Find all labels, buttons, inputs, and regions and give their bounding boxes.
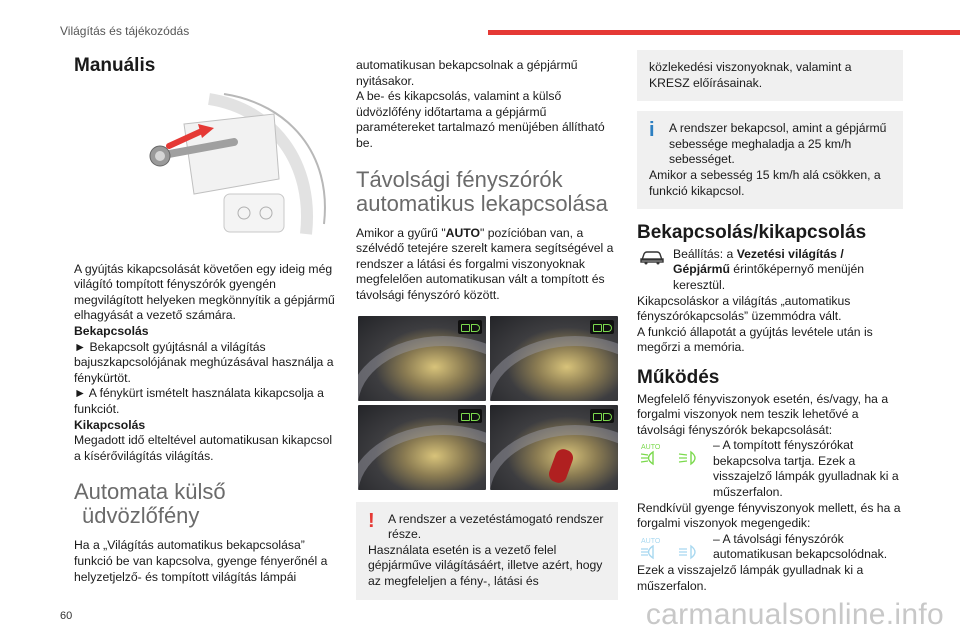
operation-heading: Működés: [637, 366, 720, 388]
low-beam-row: [637, 438, 903, 500]
section-heading-manual: Manuális: [74, 55, 156, 76]
welcome-duration-text: A be- és kikapcsolás, valamint a külső üdvözlőfény időtartama a gépjármű paramétereket tartalmazó menüjében állítható be.: [356, 89, 605, 150]
headlight-indicator-icon: [590, 320, 614, 334]
welcome-heading-line-2: üdvözlőfény: [82, 503, 200, 529]
car-icon: [639, 249, 665, 265]
auto-high-beam-heading-line-1: Távolsági fényszórók: [356, 166, 563, 192]
auto-high-beam-heading: [356, 168, 618, 216]
photo-low-beam-road: [358, 405, 486, 490]
info-icon: i: [649, 119, 655, 142]
on-label: Bekapcsolás: [74, 323, 149, 338]
high-beam-text-2: Ezek a visszajelző lámpák gyulladnak ki a műszerfalon.: [637, 563, 864, 593]
welcome-cont-text: automatikusan bekapcsolnak a gépjármű nyitásakor.: [356, 58, 578, 88]
stalk-illustration: [74, 84, 336, 246]
info-text-2: Amikor a sebesség 15 km/h alá csökken, a funkció kikapcsol.: [649, 167, 881, 198]
welcome-heading-line-1: Automata külső: [74, 479, 226, 505]
headlight-indicator-icon: [458, 409, 482, 423]
on-text: ► Bekapcsolt gyújtásnál a világítás bajuszkapcsolójának meghúzásával használja a fénykürtöt.: [74, 339, 334, 385]
on-off-heading: Bekapcsolás/kikapcsolás: [637, 222, 867, 244]
header-accent-bar: [488, 30, 960, 35]
photo-oncoming-traffic: [358, 316, 486, 401]
warning-box: [356, 502, 618, 600]
headlight-photo-grid: [358, 316, 618, 490]
high-beam-text: – A távolsági fényszórók automatikusan bekapcsolódnak.: [713, 531, 888, 562]
warning-text-2: Használata esetén is a vezető felel gépjárműve világításáért, illetve azért, hogy az megfeleljen a fény-, látási és: [368, 542, 603, 588]
off-text-2: Megadott idő elteltével automatikusan kikapcsol a kísérővilágítás világítás.: [74, 433, 333, 463]
off-text-1: ► A fénykürt ismételt használata kikapcsolja a funkciót.: [74, 386, 324, 416]
welcome-heading: [74, 480, 342, 528]
column-1: [74, 50, 342, 585]
svg-text:AUTO: AUTO: [641, 537, 661, 545]
manual-intro-text: A gyújtás kikapcsolását követően egy ideig még világító tompított fényszórók gyengén megvilágított helyeken megkönnyítik a gépjármű elhagyását a vezető számára.: [74, 261, 335, 323]
warning-text-1: A rendszer a vezetéstámogató rendszer része.: [388, 511, 604, 542]
auto-high-beam-indicator-icon: [639, 534, 711, 564]
running-header: Világítás és tájékozódás: [60, 24, 190, 38]
auto-intro-text: Amikor a gyűrű "AUTO" pozícióban van, a szélvédő tetejére szerelt kamera segítségével a rendszer a látási és forgalmi viszonyoknak megfelelően automatikusan vált a tompított és távolsági fényszóró között.: [356, 225, 614, 302]
high-beam-row: [637, 532, 903, 563]
headlight-indicator-icon: [590, 409, 614, 423]
warning-box-continued: [637, 50, 903, 101]
off-label: Kikapcsolás: [74, 417, 146, 432]
photo-car-ahead: [490, 405, 618, 490]
operation-text: Megfelelő fényviszonyok esetén, és/vagy, ha a forgalmi viszonyok nem teszik lehetővé a távolsági fényszórók bekapcsolását:: [637, 391, 889, 437]
welcome-text: Ha a „Világítás automatikus bekapcsolása” funkció be van kapcsolva, gyenge fényerőnél a helyzetjelző- és tompított világítás lámpái: [74, 538, 328, 584]
page-number: 60: [60, 610, 73, 622]
column-2: [356, 50, 618, 600]
info-box: [637, 111, 903, 209]
auto-high-beam-heading-line-2: automatikus lekapcsolása: [356, 190, 608, 216]
column-3: [637, 50, 903, 594]
settings-text: Beállítás: a Vezetési világítás / Gépjármű érintőképernyő menüjén keresztül.: [673, 246, 865, 292]
watermark: carmanualsonline.info: [645, 598, 944, 631]
weak-light-text: Rendkívül gyenge fényviszonyok mellett, és ha a forgalmi viszonyok megengedik:: [637, 500, 901, 531]
state-keep-text: A funkció állapotát a gyújtás levétele után is megőrzi a memória.: [637, 324, 873, 355]
settings-row: [637, 247, 903, 294]
photo-high-beam-road: [490, 316, 618, 401]
low-beam-text: – A tompított fényszórókat bekapcsolva tartja. Ezek a visszajelző lámpák gyulladnak ki a műszerfalon.: [713, 438, 899, 500]
warning-icon: !: [368, 509, 375, 532]
warning-continued-text: közlekedési viszonyoknak, valamint a KRESZ előírásainak.: [649, 60, 852, 90]
svg-text:AUTO: AUTO: [641, 444, 661, 452]
off-switch-text: Kikapcsoláskor a világítás „automatikus fényszórókapcsolás” üzemmódra vált.: [637, 293, 851, 324]
headlight-indicator-icon: [458, 320, 482, 334]
auto-low-beam-indicator-icon: [639, 440, 711, 470]
info-text-1: A rendszer bekapcsol, amint a gépjármű sebessége meghaladja a 25 km/h sebességet.: [669, 121, 887, 167]
